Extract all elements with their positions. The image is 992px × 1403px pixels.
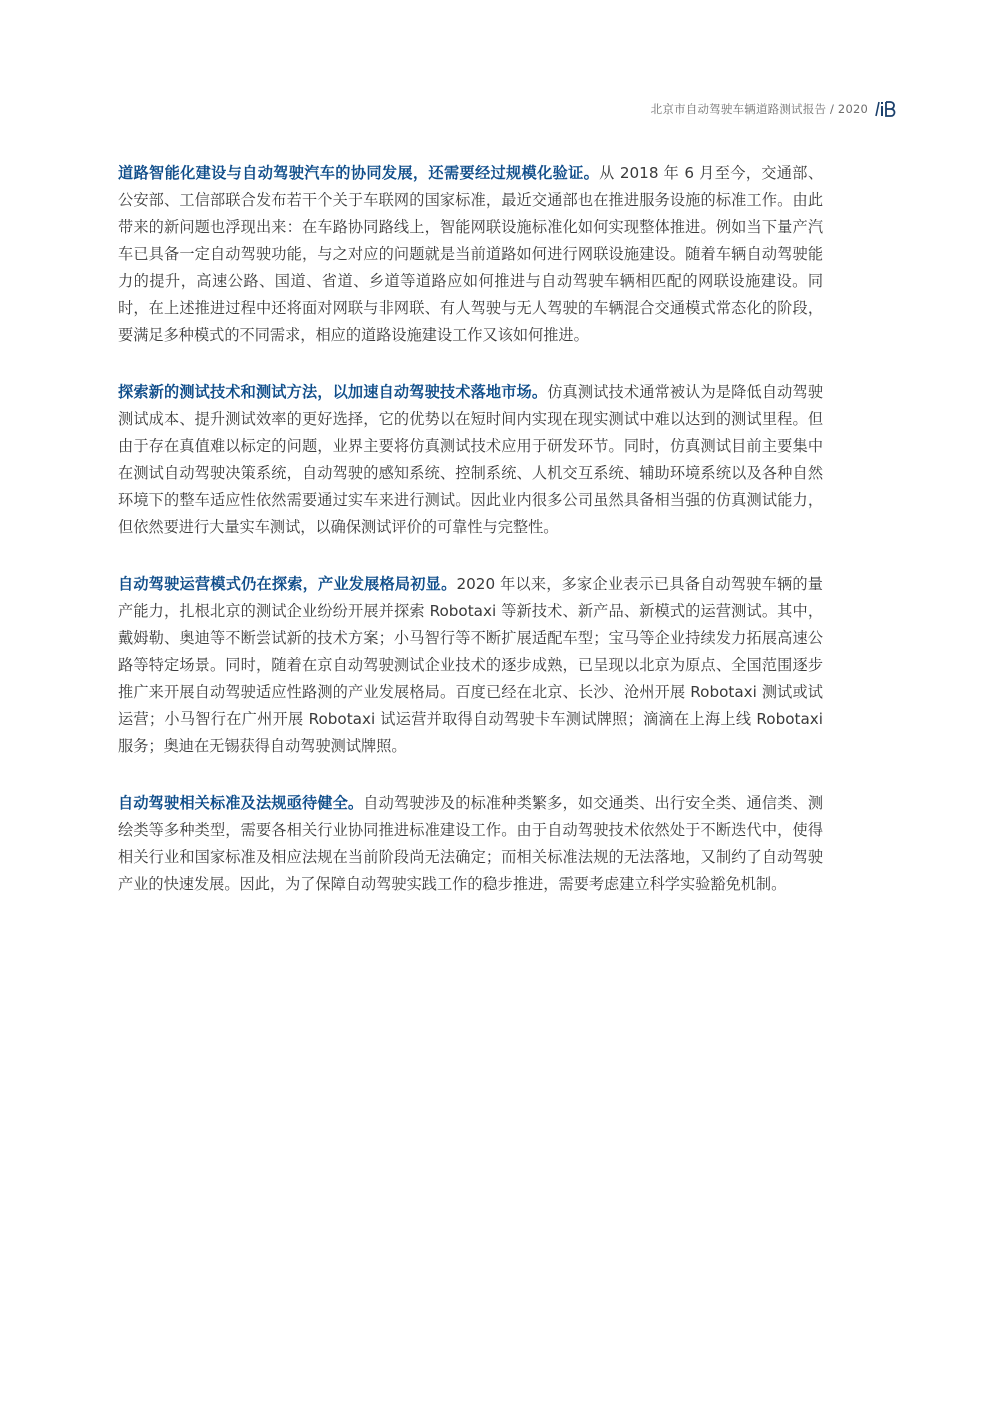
running-header bbox=[651, 100, 896, 118]
paragraph-testing-methods bbox=[118, 379, 823, 541]
main-content bbox=[118, 160, 823, 928]
report-title: 北京市自动驾驶车辆道路测试报告 / 2020 bbox=[650, 102, 868, 116]
ib-logo-icon bbox=[874, 100, 896, 118]
paragraph-lead: 自动驾驶运营模式仍在探索，产业发展格局初显。 bbox=[118, 575, 457, 593]
paragraph-standards-regulations bbox=[118, 790, 823, 898]
paragraph-body: 仿真测试技术通常被认为是降低自动驾驶测试成本、提升测试效率的更好选择，它的优势以在短时间内实现在现实测试中难以达到的测试里程。但由于存在真值难以标定的问题，业界主要将仿真测试技术应用于研发环节。同时，仿真测试目前主要集中在测试自动驾驶决策系统，自动驾驶的感知系统、控制系统、人机交互系统、辅助环境系统以及各种自然环境下的整车适应性依然需要通过实车来进行测试。因此业内很多公司虽然具备相当强的仿真测试能力，但依然要进行大量实车测试，以确保测试评价的可靠性与完整性。 bbox=[118, 383, 824, 536]
paragraph-lead: 自动驾驶相关标准及法规亟待健全。 bbox=[118, 794, 364, 812]
paragraph-body: 从 2018 年 6 月至今，交通部、公安部、工信部联合发布若干个关于车联网的国家标准，最近交通部也在推进服务设施的标准工作。由此带来的新问题也浮现出来：在车路协同路线上，智能网联设施标准化如何实现整体推进。例如当下量产汽车已具备一定自动驾驶功能，与之对应的问题就是当前道路如何进行网联设施建设。随着车辆自动驾驶能力的提升，高速公路、国道、省道、乡道等道路应如何推进与自动驾驶车辆相匹配的网联设施建设。同时，在上述推进过程中还将面对网联与非网联、有人驾驶与无人驾驶的车辆混合交通模式常态化的阶段，要满足多种模式的不同需求，相应的道路设施建设工作又该如何推进。 bbox=[118, 164, 824, 344]
paragraph-body: 自动驾驶涉及的标准种类繁多，如交通类、出行安全类、通信类、测绘类等多种类型，需要各相关行业协同推进标准建设工作。由于自动驾驶技术依然处于不断迭代中，使得相关行业和国家标准及相应法规在当前阶段尚无法确定；而相关标准法规的无法落地，又制约了自动驾驶产业的快速发展。因此，为了保障自动驾驶实践工作的稳步推进，需要考虑建立科学实验豁免机制。 bbox=[118, 794, 824, 893]
paragraph-lead: 探索新的测试技术和测试方法，以加速自动驾驶技术落地市场。 bbox=[118, 383, 548, 401]
paragraph-road-intelligence bbox=[118, 160, 823, 349]
paragraph-operation-models bbox=[118, 571, 823, 760]
paragraph-body: 2020 年以来，多家企业表示已具备自动驾驶车辆的量产能力，扎根北京的测试企业纷纷开展并探索 Robotaxi 等新技术、新产品、新模式的运营测试。其中，戴姆勒、奥迪等不断尝试新的技术方案；小马智行等不断扩展适配车型；宝马等企业持续发力拓展高速公路等特定场景。同时，随着在京自动驾驶测试企业技术的逐步成熟，已呈现以北京为原点、全国范围逐步推广来开展自动驾驶适应性路测的产业发展格局。百度已经在北京、长沙、沧州开展 Robotaxi 测试或试运营；小马智行在广州开展 Robotaxi 试运营并取得自动驾驶卡车测试牌照；滴滴在上海上线 Robotaxi 服务；奥迪在无锡获得自动驾驶测试牌照。 bbox=[118, 575, 823, 755]
paragraph-lead: 道路智能化建设与自动驾驶汽车的协同发展，还需要经过规模化验证。 bbox=[118, 164, 600, 182]
